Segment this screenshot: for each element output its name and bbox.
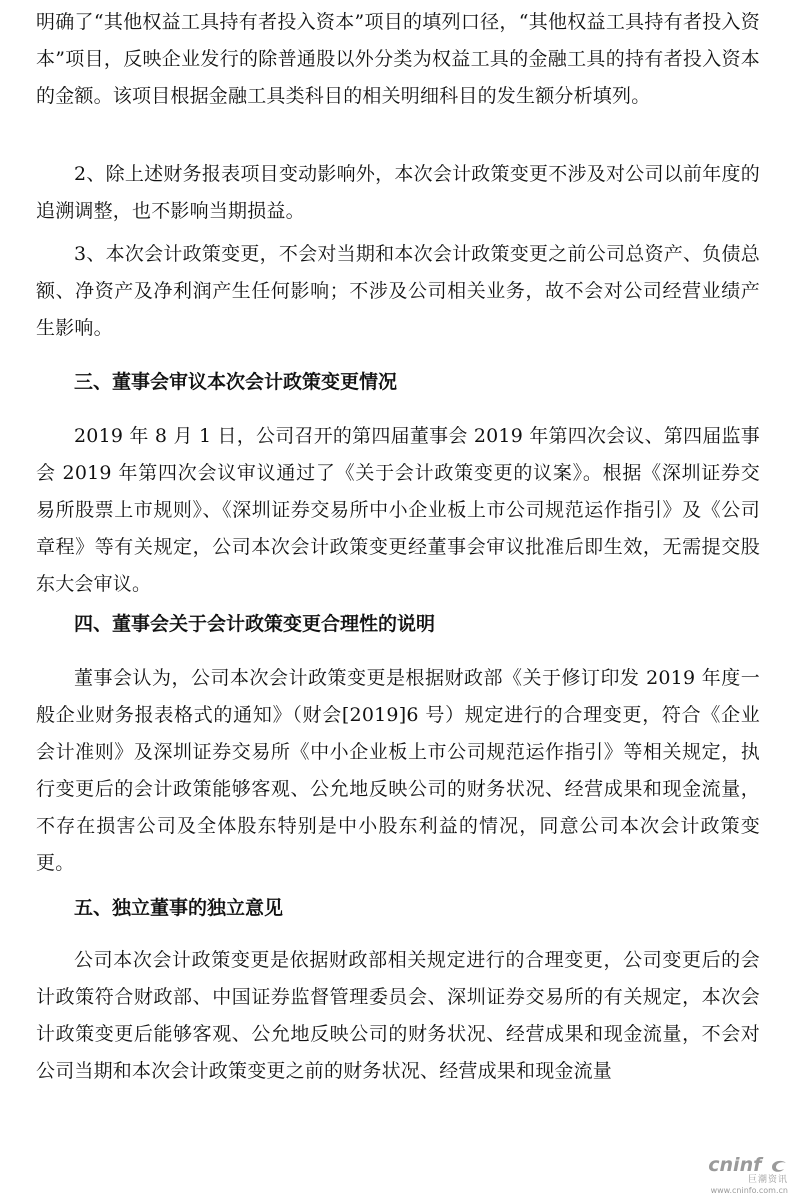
logo-swirl-icon (770, 1158, 788, 1174)
section-heading-board-rationality: 四、董事会关于会计政策变更合理性的说明 (74, 613, 436, 635)
paragraph-other-equity-instruments: 明确了“其他权益工具持有者投入资本”项目的填列口径，“其他权益工具持有者投入资本”项目，反映企业发行的除普通股以外分类为权益工具的金融工具的持有者投入资本的金额。该项目根据金融工具类科目的相关明细科目的发生额分析填列。 (36, 11, 760, 107)
cninfo-logo (670, 1155, 788, 1195)
paragraph-independent-directors: 公司本次会计政策变更是依据财政部相关规定进行的合理变更，公司变更后的会计政策符合财政部、中国证券监督管理委员会、深圳证券交易所的有关规定，本次会计政策变更后能够客观、公允地反映公司的财务状况、经营成果和现金流量，不会对公司当期和本次会计政策变更之前的财务状况、经营成果和现金流量 (36, 949, 760, 1082)
section-heading-board-review: 三、董事会审议本次会计政策变更情况 (74, 371, 398, 393)
paragraph-item-2: 2、除上述财务报表项目变动影响外，本次会计政策变更不涉及对公司以前年度的追溯调整，也不影响当期损益。 (36, 163, 760, 222)
paragraph-item-3: 3、本次会计政策变更，不会对当期和本次会计政策变更之前公司总资产、负债总额、净资产及净利润产生任何影响；不涉及公司相关业务，故不会对公司经营业绩产生影响。 (36, 243, 760, 339)
paragraph-board-rationality: 董事会认为，公司本次会计政策变更是根据财政部《关于修订印发 2019 年度一般企业财务报表格式的通知》（财会[2019]6 号）规定进行的合理变更，符合《企业会计准则》及深圳证券交易所《中小企业板上市公司规范运作指引》等相关规定，执行变更后的会计政策能够客观、公允地反映公司的财务状况、经营成果和现金流量，不存在损害公司及全体股东特别是中小股东利益的情况，同意公司本次会计政策变更。 (36, 667, 760, 874)
logo-url: www.cninfo.com.cn (710, 1186, 788, 1195)
paragraph-board-review: 2019 年 8 月 1 日，公司召开的第四届董事会 2019 年第四次会议、第四届监事会 2019 年第四次会议审议通过了《关于会计政策变更的议案》。根据《深圳证券交易所股票上市规则》、《深圳证券交易所中小企业板上市公司规范运作指引》及《公司章程》等有关规定，公司本次会计政策变更经董事会审议批准后即生效，无需提交股东大会审议。 (36, 425, 760, 595)
section-heading-independent-directors: 五、独立董事的独立意见 (74, 897, 284, 919)
logo-wordmark: cninf (708, 1154, 762, 1176)
logo-subtitle: 巨潮资讯 (747, 1175, 788, 1185)
